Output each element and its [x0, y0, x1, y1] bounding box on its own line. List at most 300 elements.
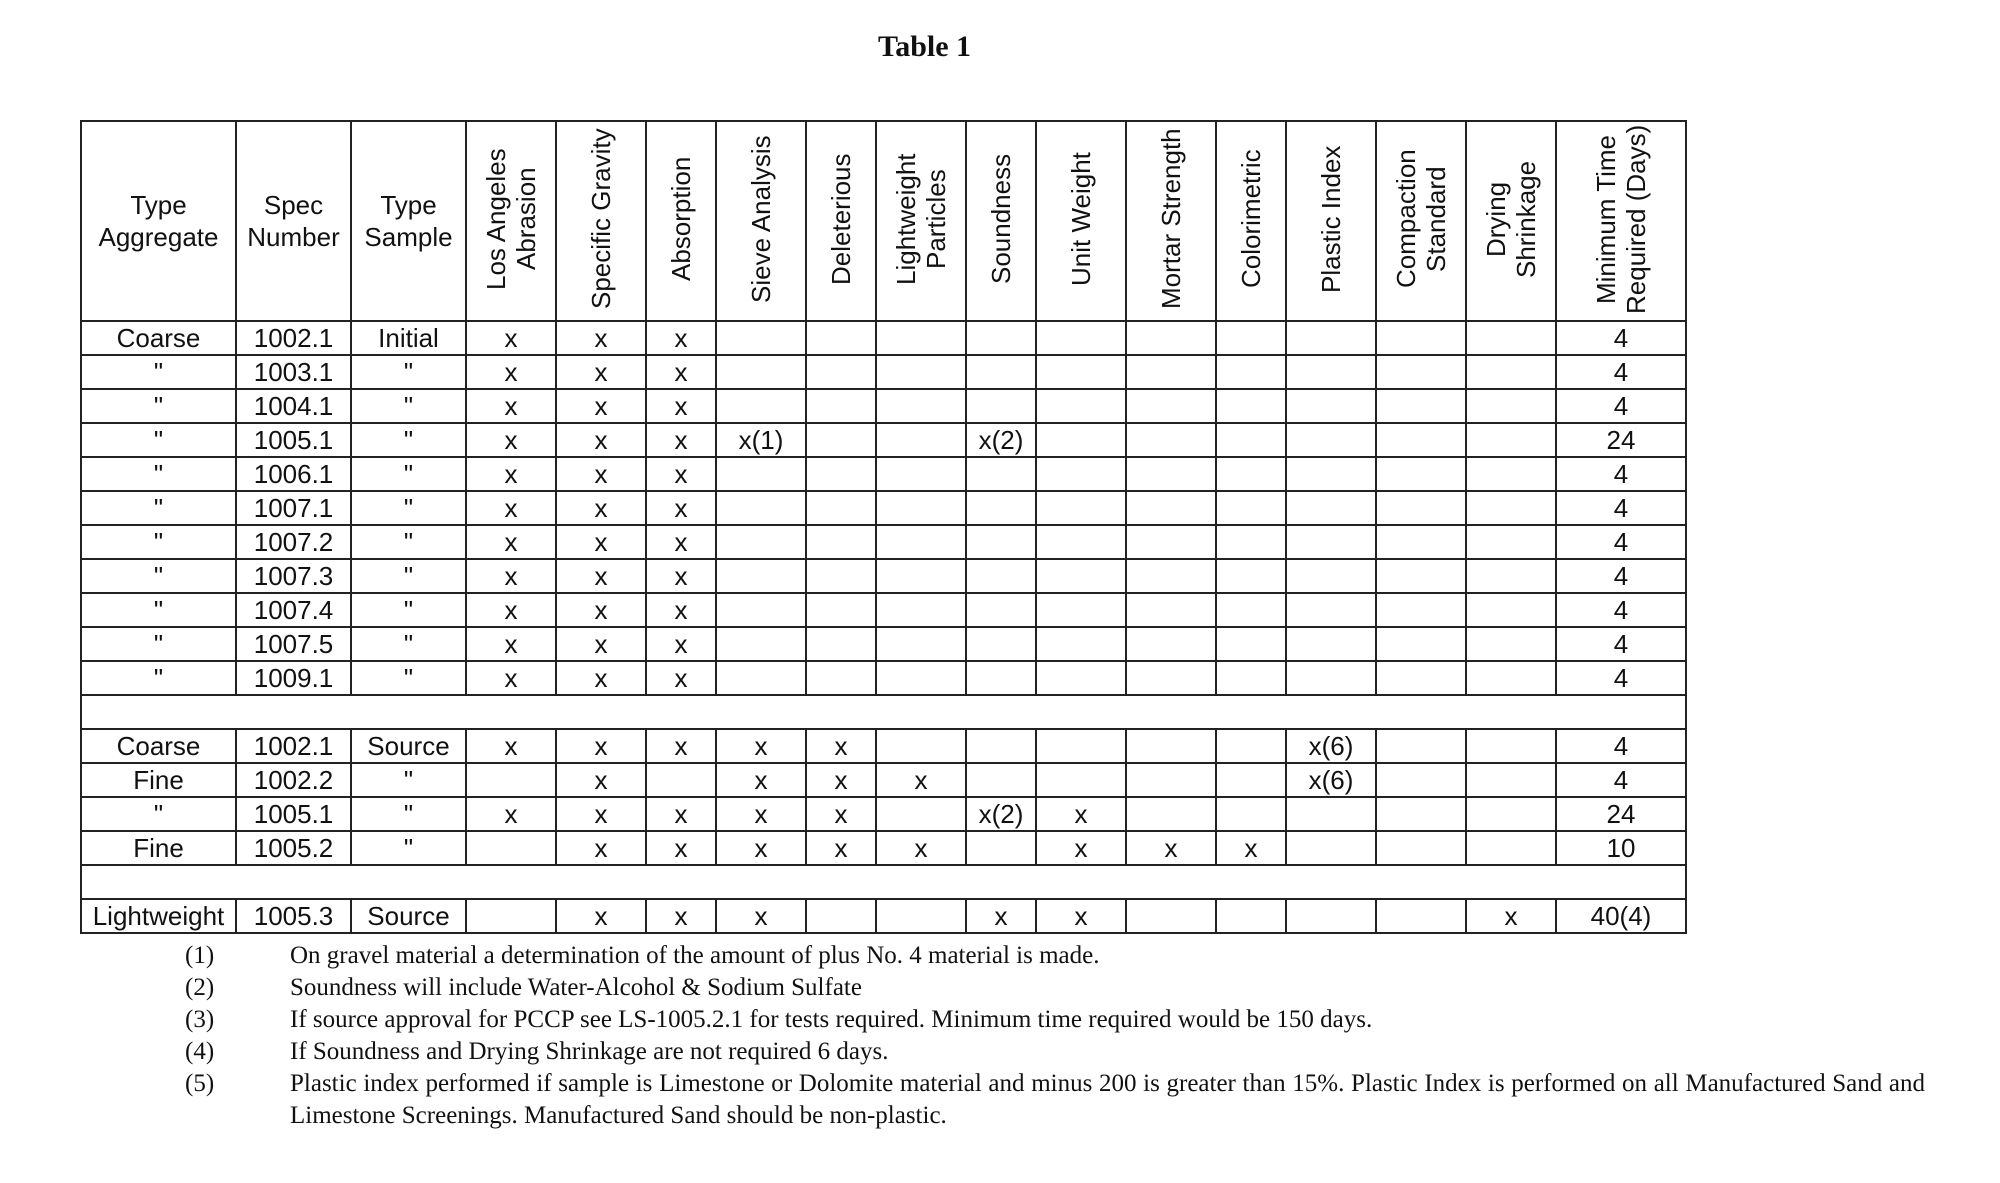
table-row — [81, 355, 1686, 389]
table-cell: x — [646, 423, 716, 457]
footnote — [185, 940, 1925, 972]
table-cell: x — [716, 797, 806, 831]
table-cell — [1036, 491, 1126, 525]
footnote-mark: (3) — [185, 1006, 215, 1033]
table-cell — [1126, 661, 1216, 695]
table-cell: x — [806, 763, 876, 797]
column-header — [646, 121, 716, 321]
table-cell — [1126, 729, 1216, 763]
table-cell: x — [966, 899, 1036, 933]
group-separator-row — [81, 865, 1686, 899]
table-cell — [1376, 355, 1466, 389]
table-cell — [806, 355, 876, 389]
column-header-label: Specific Gravity — [586, 128, 616, 310]
table-cell — [1376, 423, 1466, 457]
table-cell — [806, 899, 876, 933]
table-cell — [716, 389, 806, 423]
column-header-label: Plastic Index — [1316, 145, 1346, 293]
table-cell: 24 — [1556, 423, 1686, 457]
table-cell: x — [466, 457, 556, 491]
table-cell: " — [351, 491, 466, 525]
table-cell — [806, 389, 876, 423]
table-cell: x — [466, 321, 556, 355]
table-cell — [1216, 457, 1286, 491]
table-cell — [876, 355, 966, 389]
column-header — [236, 121, 351, 321]
table-cell — [1126, 525, 1216, 559]
table-cell: " — [351, 457, 466, 491]
table-cell — [1466, 559, 1556, 593]
table-cell: x — [466, 355, 556, 389]
table-cell: x — [646, 355, 716, 389]
table-cell: 1007.3 — [236, 559, 351, 593]
table-row — [81, 661, 1686, 695]
table-cell — [1376, 729, 1466, 763]
table-cell — [1286, 491, 1376, 525]
table-cell — [1286, 797, 1376, 831]
table-cell — [806, 593, 876, 627]
table-cell — [1376, 763, 1466, 797]
table-cell — [1216, 321, 1286, 355]
table-row — [81, 389, 1686, 423]
table-row — [81, 321, 1686, 355]
table-cell — [876, 389, 966, 423]
table-cell — [1216, 491, 1286, 525]
table-cell: " — [81, 797, 236, 831]
table-cell: 24 — [1556, 797, 1686, 831]
table-cell: " — [351, 355, 466, 389]
table-cell: Coarse — [81, 729, 236, 763]
table-row — [81, 797, 1686, 831]
table-cell — [1216, 729, 1286, 763]
table-cell: x — [466, 627, 556, 661]
table-cell: x — [646, 729, 716, 763]
table-cell — [1286, 423, 1376, 457]
table-cell: x — [556, 797, 646, 831]
table-cell: x — [556, 763, 646, 797]
table-cell — [1216, 389, 1286, 423]
table-cell: x — [646, 593, 716, 627]
table-cell: 4 — [1556, 525, 1686, 559]
table-cell — [1466, 831, 1556, 865]
column-header-label: Unit Weight — [1066, 152, 1096, 286]
table-cell — [966, 321, 1036, 355]
column-header — [966, 121, 1036, 321]
column-header — [876, 121, 966, 321]
table-cell — [876, 797, 966, 831]
table-cell: " — [81, 593, 236, 627]
table-cell — [1376, 559, 1466, 593]
table-cell — [966, 593, 1036, 627]
column-header — [806, 121, 876, 321]
table-cell: Source — [351, 729, 466, 763]
table-cell: 1002.1 — [236, 729, 351, 763]
table-cell: x — [556, 661, 646, 695]
table-cell: x — [646, 491, 716, 525]
table-cell — [1376, 899, 1466, 933]
table-cell — [876, 321, 966, 355]
table-cell — [966, 661, 1036, 695]
table-cell — [1126, 559, 1216, 593]
table-cell — [806, 457, 876, 491]
table-cell — [1466, 525, 1556, 559]
table-cell: x — [646, 627, 716, 661]
table-cell — [1286, 525, 1376, 559]
table-cell: 4 — [1556, 661, 1686, 695]
table-row — [81, 491, 1686, 525]
table-cell — [1466, 355, 1556, 389]
table-cell — [876, 491, 966, 525]
table-cell — [1286, 661, 1376, 695]
table-cell: " — [351, 525, 466, 559]
table-cell: x — [556, 559, 646, 593]
table-cell: x — [646, 559, 716, 593]
table-cell: 1002.2 — [236, 763, 351, 797]
table-cell — [1216, 593, 1286, 627]
table-cell — [1216, 559, 1286, 593]
table-cell — [1376, 831, 1466, 865]
table-cell: 4 — [1556, 627, 1686, 661]
table-cell — [1376, 661, 1466, 695]
table-row — [81, 525, 1686, 559]
table-cell — [1216, 423, 1286, 457]
table-cell: x — [466, 525, 556, 559]
table-cell: x — [646, 321, 716, 355]
table-cell: 1005.1 — [236, 423, 351, 457]
table-cell: x — [556, 321, 646, 355]
table-cell — [1466, 423, 1556, 457]
table-cell: x — [466, 559, 556, 593]
table-cell: 1005.2 — [236, 831, 351, 865]
table-cell — [1466, 457, 1556, 491]
table-cell — [1036, 321, 1126, 355]
table-cell — [1126, 797, 1216, 831]
column-header-label: Mortar Strength — [1156, 128, 1186, 310]
table-cell — [1286, 457, 1376, 491]
table-row — [81, 899, 1686, 933]
column-header — [1216, 121, 1286, 321]
table-cell: " — [351, 423, 466, 457]
table-cell — [1036, 593, 1126, 627]
column-header — [1376, 121, 1466, 321]
table-cell: x — [806, 729, 876, 763]
table-cell: x — [466, 491, 556, 525]
table-cell — [1126, 627, 1216, 661]
table-cell — [466, 763, 556, 797]
table-cell — [1126, 491, 1216, 525]
table-cell: x — [1036, 831, 1126, 865]
footnote-text: Soundness will include Water-Alcohol & Sodium Sulfate — [290, 974, 862, 1001]
table-cell — [1466, 729, 1556, 763]
table-cell: " — [351, 627, 466, 661]
table-cell — [966, 355, 1036, 389]
table-cell — [1036, 559, 1126, 593]
table-cell: " — [81, 491, 236, 525]
group-separator — [81, 865, 1686, 899]
table-cell — [466, 899, 556, 933]
table-cell: 4 — [1556, 389, 1686, 423]
table-cell: 40(4) — [1556, 899, 1686, 933]
column-header-label: Colorimetric — [1236, 149, 1266, 289]
column-header-label: Los Angeles Abrasion — [481, 148, 541, 290]
table-cell: 1004.1 — [236, 389, 351, 423]
table-cell: x — [466, 797, 556, 831]
table-cell: x — [556, 525, 646, 559]
column-header — [1036, 121, 1126, 321]
table-cell: 1003.1 — [236, 355, 351, 389]
footnote-mark: (5) — [185, 1070, 215, 1097]
column-header — [556, 121, 646, 321]
table-cell: x — [556, 593, 646, 627]
column-header-label: Lightweight Particles — [891, 153, 951, 285]
table-cell: x — [646, 831, 716, 865]
column-header — [1466, 121, 1556, 321]
table-cell — [966, 457, 1036, 491]
footnotes — [185, 940, 1925, 1132]
table-cell: Fine — [81, 831, 236, 865]
table-cell — [716, 321, 806, 355]
table-cell — [876, 661, 966, 695]
column-header — [1126, 121, 1216, 321]
table-cell — [646, 763, 716, 797]
column-header — [351, 121, 466, 321]
table-cell: x — [466, 423, 556, 457]
table-cell — [806, 423, 876, 457]
table-cell: 4 — [1556, 729, 1686, 763]
table-cell — [716, 627, 806, 661]
table-cell: x — [556, 423, 646, 457]
table-cell — [1466, 491, 1556, 525]
table-cell: x(6) — [1286, 729, 1376, 763]
table-cell — [806, 559, 876, 593]
table-cell: x — [716, 729, 806, 763]
table-cell: 1007.1 — [236, 491, 351, 525]
table-cell: x — [806, 831, 876, 865]
column-header-label: Sieve Analysis — [746, 135, 776, 303]
column-header-label: Type Sample — [364, 190, 453, 252]
table-cell: Lightweight — [81, 899, 236, 933]
table-cell: x — [646, 797, 716, 831]
table-cell — [1286, 831, 1376, 865]
table-cell — [716, 593, 806, 627]
table-cell — [716, 457, 806, 491]
table-cell — [1126, 321, 1216, 355]
table-cell — [966, 763, 1036, 797]
table-cell — [1376, 593, 1466, 627]
table-row — [81, 627, 1686, 661]
table-cell: x — [1126, 831, 1216, 865]
table-cell: 1007.4 — [236, 593, 351, 627]
column-header-label: Compaction Standard — [1391, 149, 1451, 289]
table-cell: 1006.1 — [236, 457, 351, 491]
table-cell: 4 — [1556, 763, 1686, 797]
table-cell: " — [81, 525, 236, 559]
table-cell — [1036, 763, 1126, 797]
table-cell: " — [81, 389, 236, 423]
footnote-text: If source approval for PCCP see LS-1005.2.1 for tests required. Minimum time required would be 150 days. — [290, 1006, 1373, 1033]
column-header — [716, 121, 806, 321]
table-cell: x — [556, 627, 646, 661]
table-cell: 4 — [1556, 355, 1686, 389]
table-cell — [1216, 661, 1286, 695]
column-header — [1286, 121, 1376, 321]
column-header — [81, 121, 236, 321]
table-header-row — [81, 121, 1686, 321]
table-cell: " — [351, 797, 466, 831]
footnote — [185, 1036, 1925, 1068]
table-cell — [1286, 559, 1376, 593]
footnote-mark: (1) — [185, 942, 215, 969]
table-cell: " — [81, 559, 236, 593]
table-cell — [1376, 525, 1466, 559]
table-cell — [876, 627, 966, 661]
table-cell: x — [556, 899, 646, 933]
table-cell — [1286, 627, 1376, 661]
table-cell — [966, 627, 1036, 661]
column-header-label: Deleterious — [826, 153, 856, 285]
aggregate-test-table — [80, 120, 1687, 934]
table-cell: 1002.1 — [236, 321, 351, 355]
table-cell — [466, 831, 556, 865]
table-cell — [876, 457, 966, 491]
table-cell — [1036, 729, 1126, 763]
table-cell — [876, 593, 966, 627]
table-cell: x — [716, 899, 806, 933]
table-cell: " — [351, 763, 466, 797]
table-cell: " — [81, 355, 236, 389]
table-cell: 4 — [1556, 457, 1686, 491]
table-cell — [1126, 355, 1216, 389]
table-cell — [1376, 457, 1466, 491]
table-cell: x — [646, 899, 716, 933]
table-cell — [1376, 389, 1466, 423]
table-cell: x — [1216, 831, 1286, 865]
table-cell — [876, 899, 966, 933]
table-cell: x(2) — [966, 423, 1036, 457]
table-cell — [806, 661, 876, 695]
table-cell — [1286, 355, 1376, 389]
table-cell — [806, 627, 876, 661]
table-cell: " — [351, 831, 466, 865]
table-cell: " — [351, 559, 466, 593]
table-cell — [1216, 797, 1286, 831]
table-cell: Fine — [81, 763, 236, 797]
table-cell: x — [556, 831, 646, 865]
table-cell — [1466, 389, 1556, 423]
table-cell — [1466, 797, 1556, 831]
table-cell — [1376, 797, 1466, 831]
table-cell: x — [556, 389, 646, 423]
table-cell — [966, 491, 1036, 525]
table-cell — [1036, 457, 1126, 491]
table-cell — [1286, 899, 1376, 933]
table-cell — [966, 389, 1036, 423]
table-cell — [1036, 661, 1126, 695]
table-cell: Initial — [351, 321, 466, 355]
table-cell: x — [1036, 797, 1126, 831]
column-header-label: Drying Shrinkage — [1481, 160, 1541, 278]
table-cell: 1007.2 — [236, 525, 351, 559]
table-cell — [1036, 627, 1126, 661]
table-cell: x — [716, 831, 806, 865]
table-cell — [1216, 899, 1286, 933]
table-cell: 1007.5 — [236, 627, 351, 661]
table-cell — [1126, 763, 1216, 797]
table-cell — [1376, 321, 1466, 355]
table-cell: x — [876, 763, 966, 797]
table-cell — [1036, 355, 1126, 389]
table-row — [81, 423, 1686, 457]
table-cell — [1126, 423, 1216, 457]
table-cell: 1005.1 — [236, 797, 351, 831]
table-cell: x(2) — [966, 797, 1036, 831]
table-cell: x(6) — [1286, 763, 1376, 797]
footnote — [185, 1068, 1925, 1132]
table-row — [81, 831, 1686, 865]
column-header-label: Minimum Time Required (Days) — [1591, 124, 1651, 314]
table-cell — [1466, 661, 1556, 695]
table-cell — [966, 831, 1036, 865]
table-cell — [876, 525, 966, 559]
table-cell: x — [466, 593, 556, 627]
table-cell: " — [81, 627, 236, 661]
table-cell — [806, 321, 876, 355]
table-row — [81, 763, 1686, 797]
table-title: Table 1 — [877, 30, 972, 63]
table-cell: x(1) — [716, 423, 806, 457]
footnote-text: On gravel material a determination of the amount of plus No. 4 material is made. — [290, 942, 1100, 969]
table-cell: 4 — [1556, 559, 1686, 593]
table-cell — [1216, 763, 1286, 797]
table-cell: Coarse — [81, 321, 236, 355]
footnote — [185, 1004, 1925, 1036]
footnote-mark: (2) — [185, 974, 215, 1001]
table-cell: Source — [351, 899, 466, 933]
table-cell: x — [556, 355, 646, 389]
table-cell: x — [466, 661, 556, 695]
table-cell — [1036, 525, 1126, 559]
table-cell — [1466, 321, 1556, 355]
table-cell: 4 — [1556, 491, 1686, 525]
column-header — [1556, 121, 1686, 321]
table-cell — [1216, 627, 1286, 661]
table-cell: 10 — [1556, 831, 1686, 865]
table-cell — [1376, 627, 1466, 661]
table-row — [81, 593, 1686, 627]
table-cell: " — [81, 661, 236, 695]
column-header-label: Spec Number — [247, 190, 340, 252]
table-cell: x — [646, 389, 716, 423]
table-cell: x — [556, 729, 646, 763]
table-cell: x — [1466, 899, 1556, 933]
column-header-label: Absorption — [666, 156, 696, 282]
table-cell — [1286, 321, 1376, 355]
table-cell — [716, 491, 806, 525]
table-cell: " — [351, 661, 466, 695]
table-cell: x — [466, 729, 556, 763]
table-cell — [966, 559, 1036, 593]
table-cell — [1286, 593, 1376, 627]
table-row — [81, 729, 1686, 763]
column-header-label: Soundness — [986, 153, 1016, 285]
table-cell — [716, 525, 806, 559]
table-cell — [806, 491, 876, 525]
table-cell: x — [646, 525, 716, 559]
table-cell: x — [556, 491, 646, 525]
table-cell: 4 — [1556, 593, 1686, 627]
table-cell: x — [716, 763, 806, 797]
table-cell — [1036, 423, 1126, 457]
